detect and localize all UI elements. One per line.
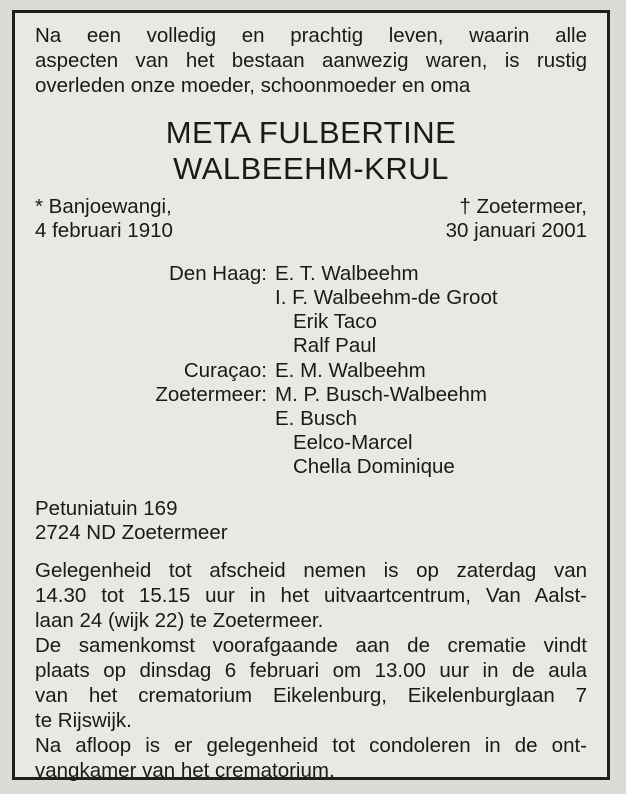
deceased-name-line2: WALBEEHM-KRUL: [173, 151, 449, 186]
death-date: 30 januari 2001: [445, 219, 587, 242]
intro-line: aspecten van het bestaan aanwezig waren, is rustig: [35, 49, 587, 72]
intro-line: overleden onze moeder, schoonmoeder en oma: [35, 74, 471, 97]
birth-date: 4 februari 1910: [35, 219, 173, 242]
ceremony-line: plaats op dinsdag 6 februari om 13.00 uur in de aula: [35, 659, 587, 682]
condolence-line: vangkamer van het crematorium.: [35, 759, 335, 782]
family-member: E. T. Walbeehm: [275, 262, 419, 285]
family-city-curacao: Curaçao:: [183, 359, 267, 382]
family-member: Eelco-Marcel: [293, 431, 413, 454]
ceremony-line: te Rijswijk.: [35, 709, 132, 732]
condolence-text: [35, 733, 587, 783]
condolence-line: Na afloop is er gelegenheid tot condoleren in de ont-: [35, 734, 587, 757]
ceremony-line: De samenkomst voorafgaande aan de crematie vindt: [35, 634, 587, 657]
family-city-den-haag: Den Haag:: [168, 262, 267, 285]
ceremony-text: [35, 633, 587, 733]
address-postal: 2724 ND Zoetermeer: [35, 521, 228, 544]
intro-line: Na een volledig en prachtig leven, waarin alle: [35, 24, 587, 47]
family-member: Erik Taco: [293, 310, 377, 333]
birth-place: * Banjoewangi,: [35, 195, 172, 218]
death-notice: [12, 10, 610, 780]
farewell-line: 14.30 tot 15.15 uur in het uitvaartcentrum, Van Aalst-: [35, 584, 587, 607]
family-member: Ralf Paul: [293, 334, 377, 357]
deceased-name-line1: META FULBERTINE: [165, 115, 457, 150]
family-member: E. M. Walbeehm: [275, 359, 426, 382]
farewell-line: laan 24 (wijk 22) te Zoetermeer.: [35, 609, 324, 632]
farewell-line: Gelegenheid tot afscheid nemen is op zaterdag van: [35, 559, 587, 582]
address-street: Petuniatuin 169: [35, 497, 178, 520]
intro-text: [35, 23, 587, 98]
family-member: M. P. Busch-Walbeehm: [275, 383, 487, 406]
family-member: E. Busch: [275, 407, 358, 430]
family-member: Chella Dominique: [293, 455, 455, 478]
death-place: † Zoetermeer,: [459, 195, 587, 218]
family-member: I. F. Walbeehm-de Groot: [275, 286, 498, 309]
farewell-text: [35, 558, 587, 633]
ceremony-line: van het crematorium Eikelenburg, Eikelenburglaan 7: [35, 684, 587, 707]
family-city-zoetermeer: Zoetermeer:: [155, 383, 267, 406]
